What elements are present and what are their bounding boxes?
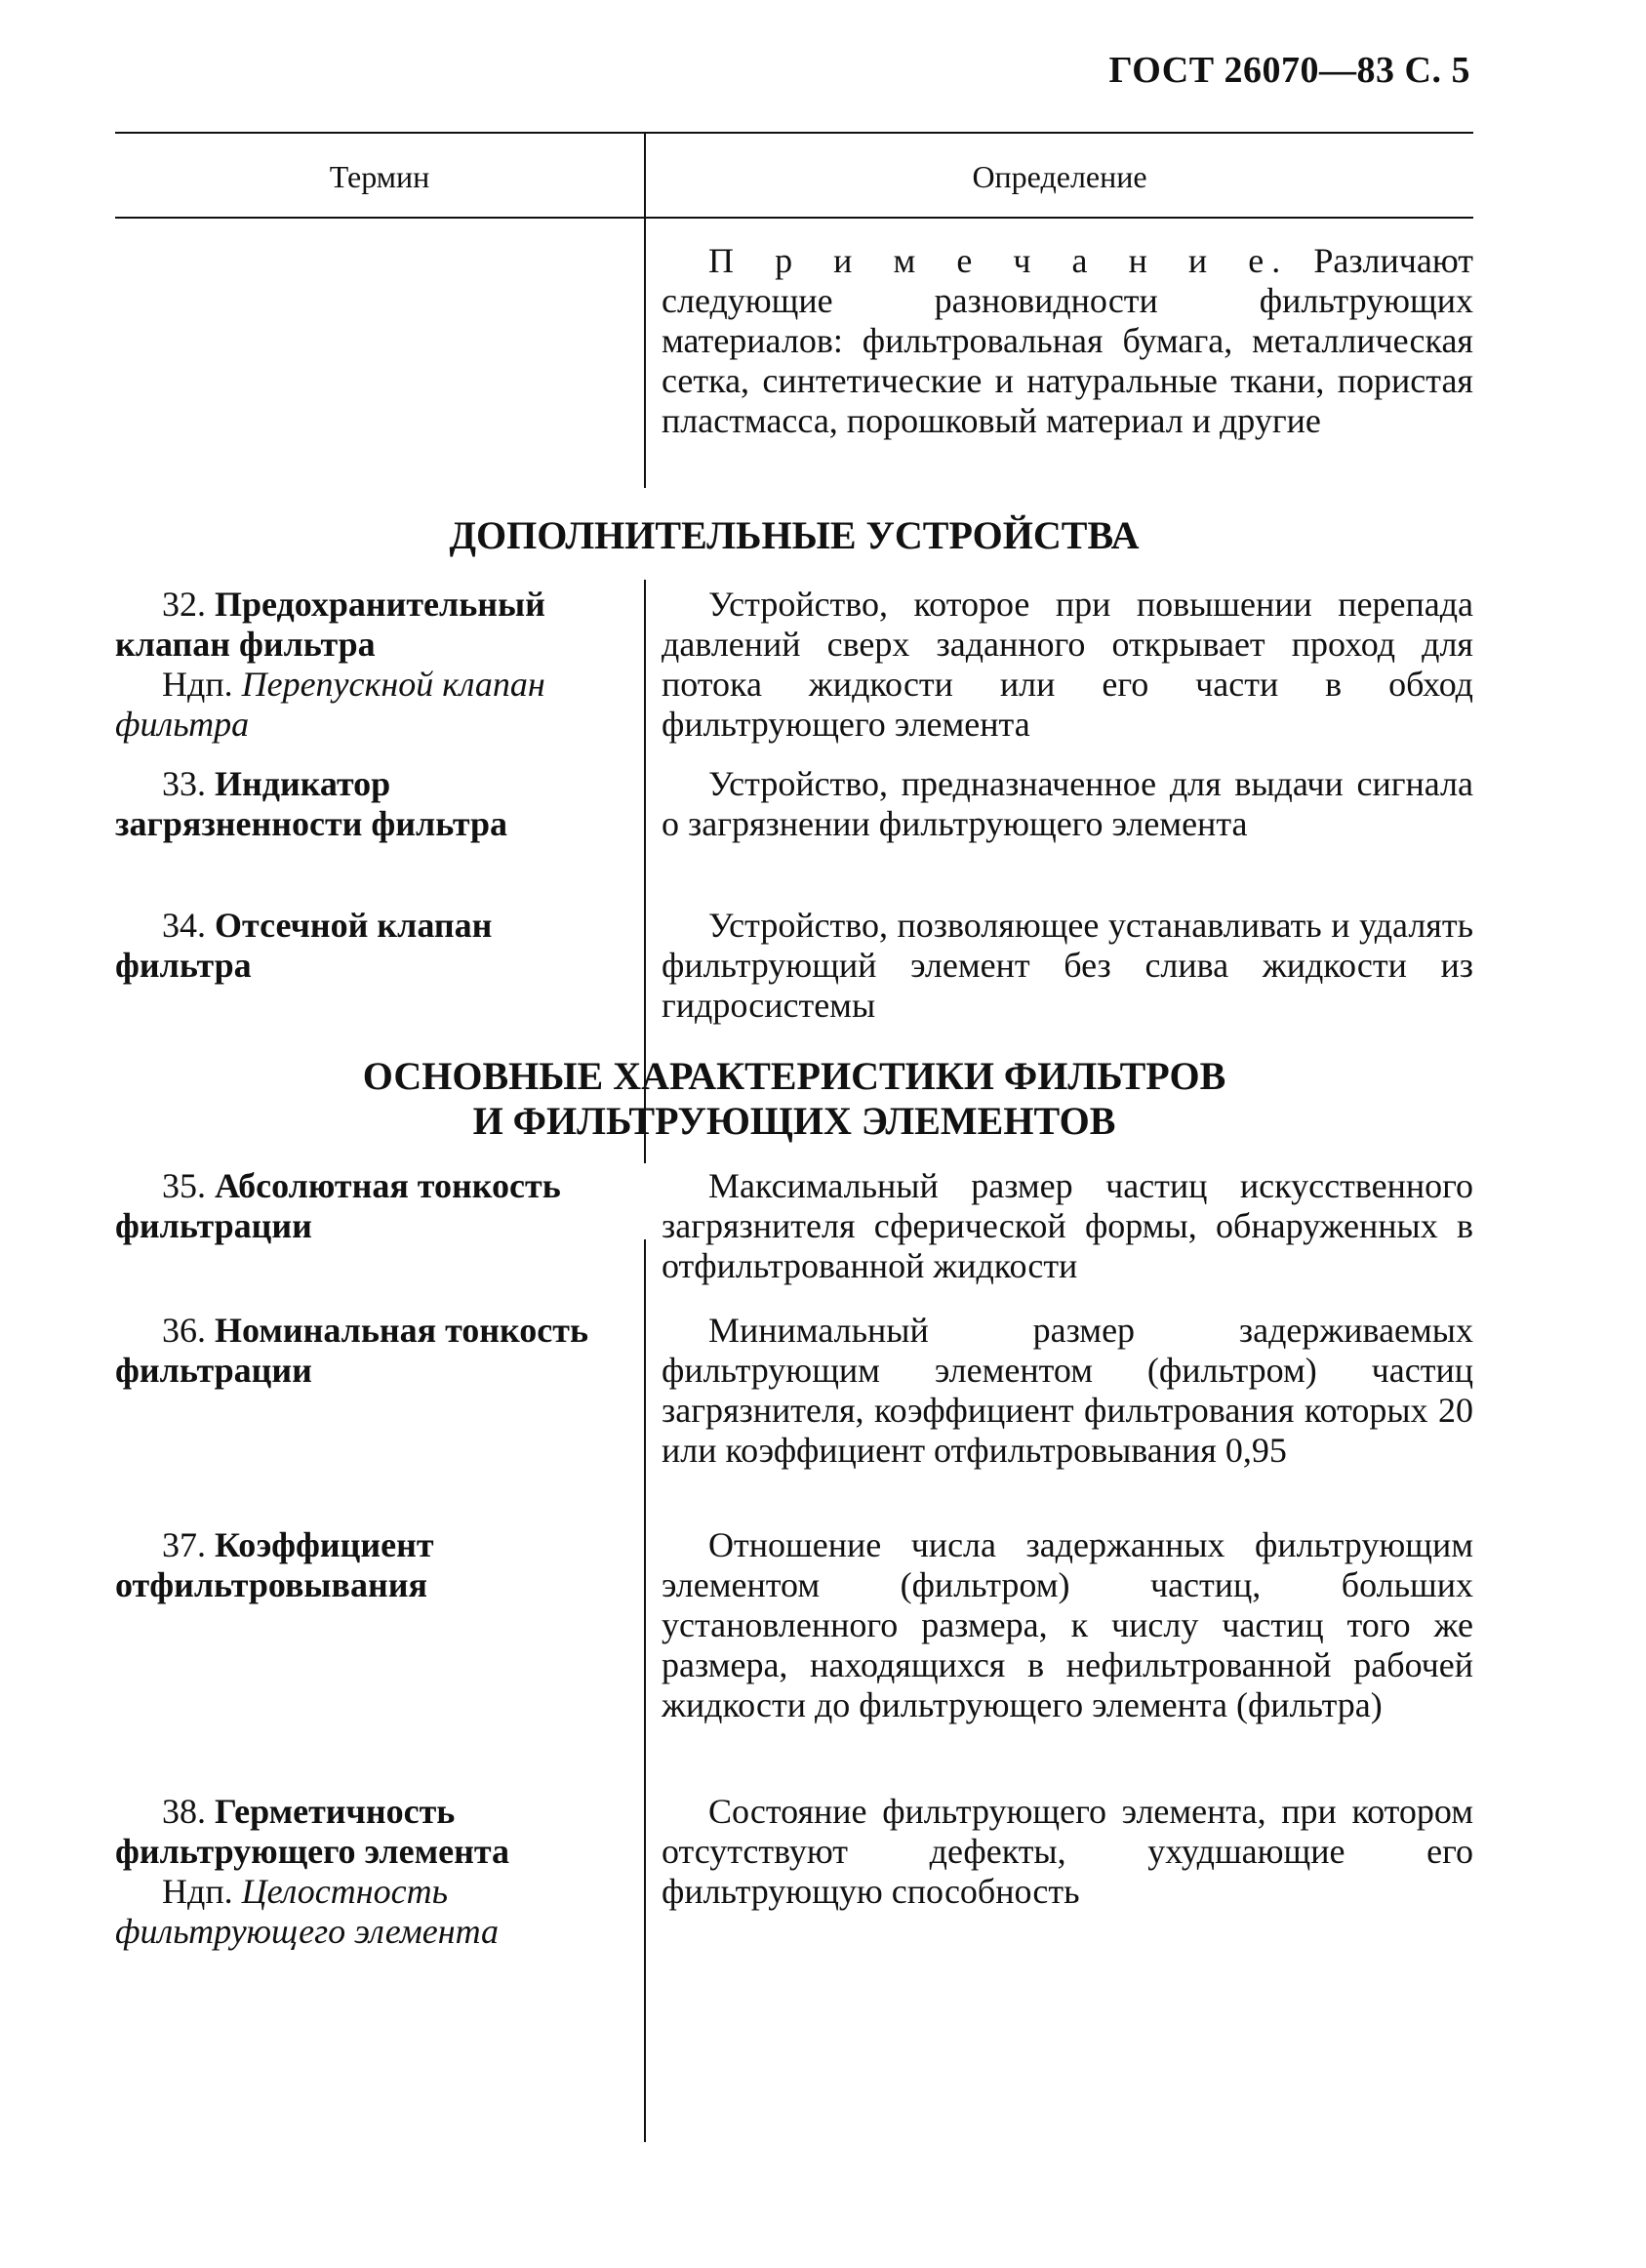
term-cell <box>115 1166 632 1246</box>
term-number: 33. <box>162 764 206 803</box>
section-title-additional-devices: ДОПОЛНИТЕЛЬНЫЕ УСТРОЙСТВА <box>449 513 1140 557</box>
term-entry <box>115 1792 632 1872</box>
section-title-main-characteristics <box>115 1054 1473 1144</box>
definition-cell: Отношение числа задержанных фильтрующим элементом (фильтром) частиц, больших установленного размера, к числу частиц того же размера, находящихся в нефильтрованной рабочей жидкости до фильтрующего элемента (фильтра) <box>662 1525 1473 1724</box>
term-name: Индикатор загрязненности фильтра <box>115 764 508 843</box>
term-number: 35. <box>162 1166 206 1205</box>
term-entry <box>115 1525 632 1605</box>
note-paragraph <box>662 241 1473 441</box>
term-cell <box>115 906 632 986</box>
term-cell <box>115 1792 632 1952</box>
term-name: Коэффициент отфильтровывания <box>115 1525 434 1604</box>
term-entry <box>115 585 632 665</box>
section-title-line: И ФИЛЬТРУЮЩИХ ЭЛЕМЕНТОВ <box>472 1099 1116 1143</box>
section-title-line: ОСНОВНЫЕ ХАРАКТЕРИСТИКИ ФИЛЬТРОВ <box>362 1054 1226 1098</box>
deprecated-term-name: Перепускной клапан фильтра <box>115 665 545 744</box>
term-cell <box>115 1311 632 1391</box>
column-divider <box>644 132 646 488</box>
term-name: Номинальная тонкость фильтрации <box>115 1311 589 1390</box>
deprecated-term-name: Целостность фильтрующего элемента <box>115 1872 500 1951</box>
term-entry <box>115 764 632 844</box>
term-number: 38. <box>162 1792 206 1831</box>
term-number: 34. <box>162 906 206 945</box>
term-number: 36. <box>162 1311 206 1350</box>
definition-cell: Максимальный размер частиц искусственного загрязнителя сферической формы, обнаруженных в отфильтрованной жидкости <box>662 1166 1473 1285</box>
term-number: 37. <box>162 1525 206 1564</box>
running-head: ГОСТ 26070—83 С. 5 <box>1108 50 1470 91</box>
column-header-term: Термин <box>329 159 430 194</box>
definition-cell: Состояние фильтрующего элемента, при котором отсутствуют дефекты, ухудшающие его фильтрующую способность <box>662 1792 1473 1911</box>
deprecated-term <box>115 665 632 745</box>
column-divider <box>644 1239 646 2142</box>
term-cell <box>115 585 632 745</box>
definition-cell: Устройство, предназначенное для выдачи сигнала о загрязнении фильтрующего элемента <box>662 764 1473 843</box>
term-cell <box>115 764 632 844</box>
term-number: 32. <box>162 585 206 624</box>
term-entry <box>115 1166 632 1246</box>
definition-cell: Минимальный размер задерживаемых фильтрующим элементом (фильтром) частиц загрязнителя, коэффициент фильтрования которых 20 или коэффициент отфильтровывания 0,95 <box>662 1311 1473 1470</box>
deprecated-term <box>115 1872 632 1952</box>
definition-cell: Устройство, которое при повышении перепада давлений сверх заданного открывает проход для потока жидкости или его части в обход фильтрующего элемента <box>662 585 1473 744</box>
term-name: Герметичность фильтрующего элемента <box>115 1792 509 1871</box>
note-label: П р и м е ч а н и е. <box>708 241 1289 280</box>
column-header-definition: Определение <box>972 159 1147 194</box>
term-name: Абсолютная тонкость фильтрации <box>115 1166 561 1245</box>
term-name: Отсечной клапан фильтра <box>115 906 493 985</box>
definition-cell: Устройство, позволяющее устанавливать и удалять фильтрующий элемент без слива жидкости из гидросистемы <box>662 906 1473 1025</box>
term-name: Предохранительный клапан фильтра <box>115 585 545 664</box>
term-cell <box>115 1525 632 1605</box>
table-header-rule <box>115 217 1473 219</box>
term-entry <box>115 906 632 986</box>
term-entry <box>115 1311 632 1391</box>
deprecated-label: Ндп. <box>162 665 233 704</box>
deprecated-label: Ндп. <box>162 1872 233 1911</box>
table-top-rule <box>115 132 1473 134</box>
note-text: Различают следующие разновидности фильтрующих материалов: фильтровальная бумага, металлическая сетка, синтетические и натуральные ткани, пористая пластмасса, порошковый материал и другие <box>662 241 1474 440</box>
